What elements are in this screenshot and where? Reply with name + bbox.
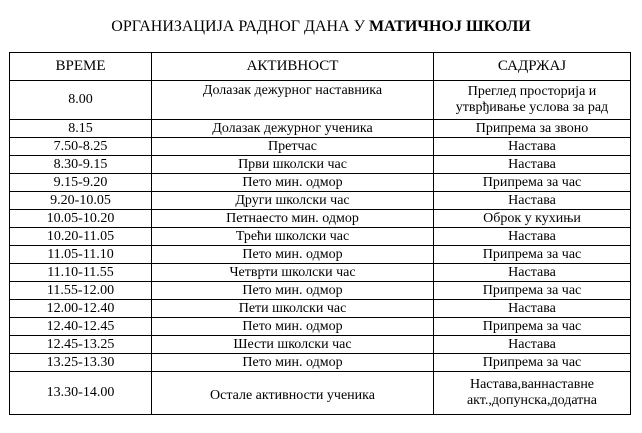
- cell-activity: Пети школски час: [152, 300, 434, 318]
- cell-content: Припрема за час: [434, 354, 631, 372]
- cell-content: Настава: [434, 264, 631, 282]
- table-row: [10, 246, 631, 264]
- table-header-row: [10, 53, 631, 81]
- table-row: [10, 192, 631, 210]
- cell-content: Припрема за звоно: [434, 120, 631, 138]
- cell-content: Настава: [434, 300, 631, 318]
- cell-time: 12.45-13.25: [10, 336, 152, 354]
- cell-content: Настава: [434, 336, 631, 354]
- header-time: ВРЕМЕ: [10, 53, 152, 81]
- cell-activity: Четврти школски час: [152, 264, 434, 282]
- cell-time: 10.20-11.05: [10, 228, 152, 246]
- cell-time: 7.50-8.25: [10, 138, 152, 156]
- page-title-normal: ОРГАНИЗАЦИЈА РАДНОГ ДАНА У: [111, 18, 369, 35]
- cell-activity: Пето мин. одмор: [152, 318, 434, 336]
- cell-content: Припрема за час: [434, 318, 631, 336]
- table-row: [10, 300, 631, 318]
- table-row: [10, 354, 631, 372]
- table-row: [10, 228, 631, 246]
- table-row: [10, 282, 631, 300]
- table-row: [10, 264, 631, 282]
- cell-content: Преглед просторија и утврђивање услова за рад: [434, 81, 631, 120]
- cell-activity: Остале активности ученика: [152, 372, 434, 415]
- table-row: [10, 138, 631, 156]
- page-title-bold: МАТИЧНОЈ ШКОЛИ: [368, 18, 531, 35]
- cell-time: 12.40-12.45: [10, 318, 152, 336]
- cell-activity: Трећи школски час: [152, 228, 434, 246]
- table-row: [10, 210, 631, 228]
- cell-time: 11.10-11.55: [10, 264, 152, 282]
- cell-time: 13.30-14.00: [10, 372, 152, 415]
- cell-activity: Други школски час: [152, 192, 434, 210]
- cell-activity: Долазак дежурног наставника: [152, 81, 434, 120]
- header-activity: АКТИВНОСТ: [152, 53, 434, 81]
- table-row: [10, 336, 631, 354]
- cell-content: Настава,ваннаставне акт.,допунска,додатна: [434, 372, 631, 415]
- table-row: [10, 174, 631, 192]
- cell-activity: Претчас: [152, 138, 434, 156]
- cell-content: Припрема за час: [434, 246, 631, 264]
- cell-content: Припрема за час: [434, 282, 631, 300]
- table-row: [10, 120, 631, 138]
- cell-time: 8.15: [10, 120, 152, 138]
- cell-content: Оброк у кухињи: [434, 210, 631, 228]
- cell-time: 8.30-9.15: [10, 156, 152, 174]
- cell-time: 9.20-10.05: [10, 192, 152, 210]
- cell-time: 9.15-9.20: [10, 174, 152, 192]
- header-content: САДРЖАЈ: [434, 53, 631, 81]
- cell-content: Настава: [434, 192, 631, 210]
- table-row: [10, 156, 631, 174]
- cell-activity: Пето мин. одмор: [152, 174, 434, 192]
- cell-time: 11.05-11.10: [10, 246, 152, 264]
- cell-content: Настава: [434, 228, 631, 246]
- cell-time: 10.05-10.20: [10, 210, 152, 228]
- cell-time: 12.00-12.40: [10, 300, 152, 318]
- cell-time: 13.25-13.30: [10, 354, 152, 372]
- cell-activity: Пето мин. одмор: [152, 354, 434, 372]
- table-row: [10, 372, 631, 415]
- cell-activity: Пето мин. одмор: [152, 282, 434, 300]
- cell-activity: Први школски час: [152, 156, 434, 174]
- schedule-table: [9, 52, 631, 415]
- cell-activity: Шести школски час: [152, 336, 434, 354]
- cell-activity: Долазак дежурног ученика: [152, 120, 434, 138]
- cell-content: Настава: [434, 138, 631, 156]
- cell-time: 11.55-12.00: [10, 282, 152, 300]
- page-title: [0, 17, 642, 37]
- cell-time: 8.00: [10, 81, 152, 120]
- table-row: [10, 81, 631, 120]
- cell-content: Настава: [434, 156, 631, 174]
- table-row: [10, 318, 631, 336]
- cell-activity: Петнаесто мин. одмор: [152, 210, 434, 228]
- cell-content: Припрема за час: [434, 174, 631, 192]
- cell-activity: Пето мин. одмор: [152, 246, 434, 264]
